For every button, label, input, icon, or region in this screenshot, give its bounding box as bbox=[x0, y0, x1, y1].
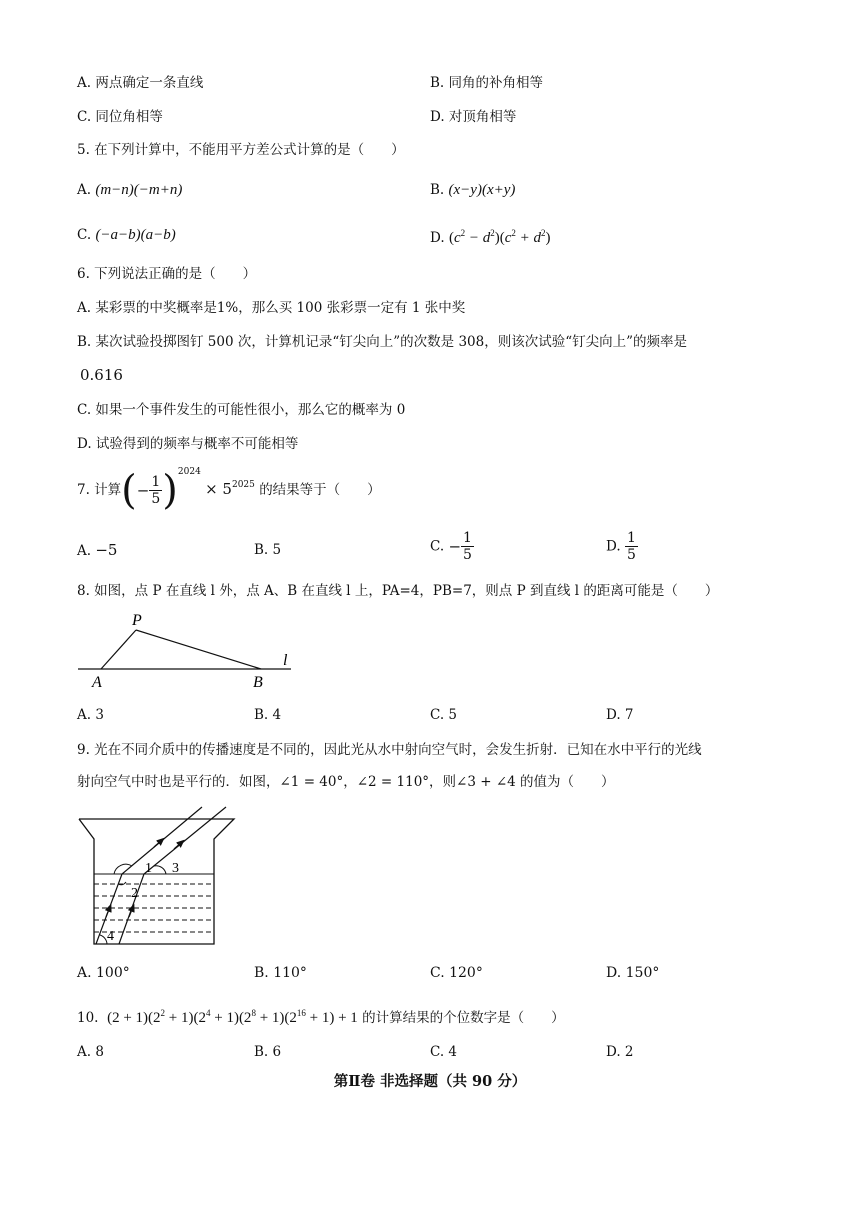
q8-option-a: A. 3 bbox=[77, 707, 104, 723]
q7-option-c: C. − $\frac{1}{5}$ bbox=[430, 530, 472, 563]
q4-option-d: D. 对顶角相等 bbox=[430, 109, 517, 125]
q10-option-c: C. 4 bbox=[430, 1044, 458, 1060]
q6-option-b-line2: 0.616 bbox=[80, 366, 123, 384]
q5-option-d: D. $(c^2 - d^2)(c^2 + d^2)$ bbox=[430, 228, 551, 246]
q8-stem: 8. 如图，点 P 在直线 l 外，点 A、B 在直线 l 上，PA=4，PB=7，则点 P 到直线 l 的距离可能是（ ） bbox=[77, 583, 719, 599]
q10-option-a: A. 8 bbox=[77, 1044, 104, 1060]
q9-figure bbox=[74, 804, 244, 949]
q10-option-b: B. 6 bbox=[254, 1044, 282, 1060]
q9-option-c: C. 120° bbox=[430, 965, 483, 981]
q6-stem: 6. 下列说法正确的是（ ） bbox=[77, 266, 257, 282]
q9-stem-line1: 9. 光在不同介质中的传播速度是不同的，因此光从水中射向空气时，会发生折射．已知在水中平行的光线 bbox=[77, 742, 702, 758]
q5-option-b: B. (x−y)(x+y) bbox=[430, 182, 516, 198]
q8-figure bbox=[70, 608, 310, 693]
q8-option-d: D. 7 bbox=[606, 707, 634, 723]
angle-1-label: 1 bbox=[145, 861, 152, 876]
q8-option-c: C. 5 bbox=[430, 707, 458, 723]
line-l-label: l bbox=[283, 652, 288, 669]
q5-option-c: C. (−a−b)(a−b) bbox=[77, 227, 176, 243]
q10-option-d: D. 2 bbox=[606, 1044, 634, 1060]
q4-option-b: B. 同角的补角相等 bbox=[430, 75, 544, 91]
q7-option-d: D. $\frac{1}{5}$ bbox=[606, 530, 636, 563]
q9-option-b: B. 110° bbox=[254, 965, 307, 981]
container-outline bbox=[79, 819, 234, 944]
q5-option-a: A. (m−n)(−m+n) bbox=[77, 182, 183, 198]
point-a-label: A bbox=[92, 674, 102, 691]
q6-option-c: C. 如果一个事件发生的可能性很小，那么它的概率为 0 bbox=[77, 402, 406, 418]
q10-expression: $(2 + 1)(2^2 + 1)(2^4 + 1)(2^8 + 1)(2^{16} + 1) + 1$ bbox=[107, 1008, 358, 1026]
q7-stem: 7. 计算(− $\frac{1}{5}$ )$^{2024} \times 5^{2025}$ 的结果等于（ ） bbox=[77, 467, 381, 514]
q9-stem-line2: 射向空气中时也是平行的．如图，∠1 = 40°，∠2 = 110°，则∠3 + ∠4 的值为（ ） bbox=[77, 774, 615, 790]
q4-option-c: C. 同位角相等 bbox=[77, 109, 163, 125]
q4-option-a: A. 两点确定一条直线 bbox=[77, 75, 204, 91]
angle-3-label: 3 bbox=[172, 861, 179, 876]
q9-option-a: A. 100° bbox=[77, 965, 130, 981]
q5-stem: 5. 在下列计算中，不能用平方差公式计算的是（ ） bbox=[77, 142, 405, 158]
q7-option-a: A. −5 bbox=[77, 541, 118, 559]
q8-option-b: B. 4 bbox=[254, 707, 282, 723]
angle-2-label: 2 bbox=[131, 886, 138, 901]
segment-pb bbox=[136, 630, 261, 669]
q7-option-b: B. 5 bbox=[254, 542, 282, 558]
q6-option-d: D. 试验得到的频率与概率不可能相等 bbox=[77, 436, 299, 452]
angle-3-arc bbox=[154, 866, 166, 874]
point-p-label: P bbox=[132, 612, 142, 629]
section-title: 第Ⅱ卷 非选择题（共 90 分） bbox=[333, 1073, 527, 1090]
segment-pa bbox=[101, 630, 136, 669]
q6-option-a: A. 某彩票的中奖概率是1%，那么买 100 张彩票一定有 1 张中奖 bbox=[77, 300, 466, 316]
q9-option-d: D. 150° bbox=[606, 965, 660, 981]
q10-stem: 10. $(2 + 1)(2^2 + 1)(2^4 + 1)(2^8 + 1)(2^{16} + 1) + 1$ 的计算结果的个位数字是（ ） bbox=[77, 1008, 565, 1026]
angle-4-arc bbox=[100, 935, 107, 944]
q6-option-b-line1: B. 某次试验投掷图钉 500 次，计算机记录“钉尖向上”的次数是 308，则该次试验“钉尖向上”的频率是 bbox=[77, 334, 688, 350]
point-b-label: B bbox=[253, 674, 263, 691]
q7-fraction: $\frac{1}{5}$ bbox=[151, 474, 161, 507]
angle-4-label: 4 bbox=[107, 929, 114, 944]
q5-option-d-expr: $(c^2 - d^2)(c^2 + d^2)$ bbox=[448, 228, 551, 246]
